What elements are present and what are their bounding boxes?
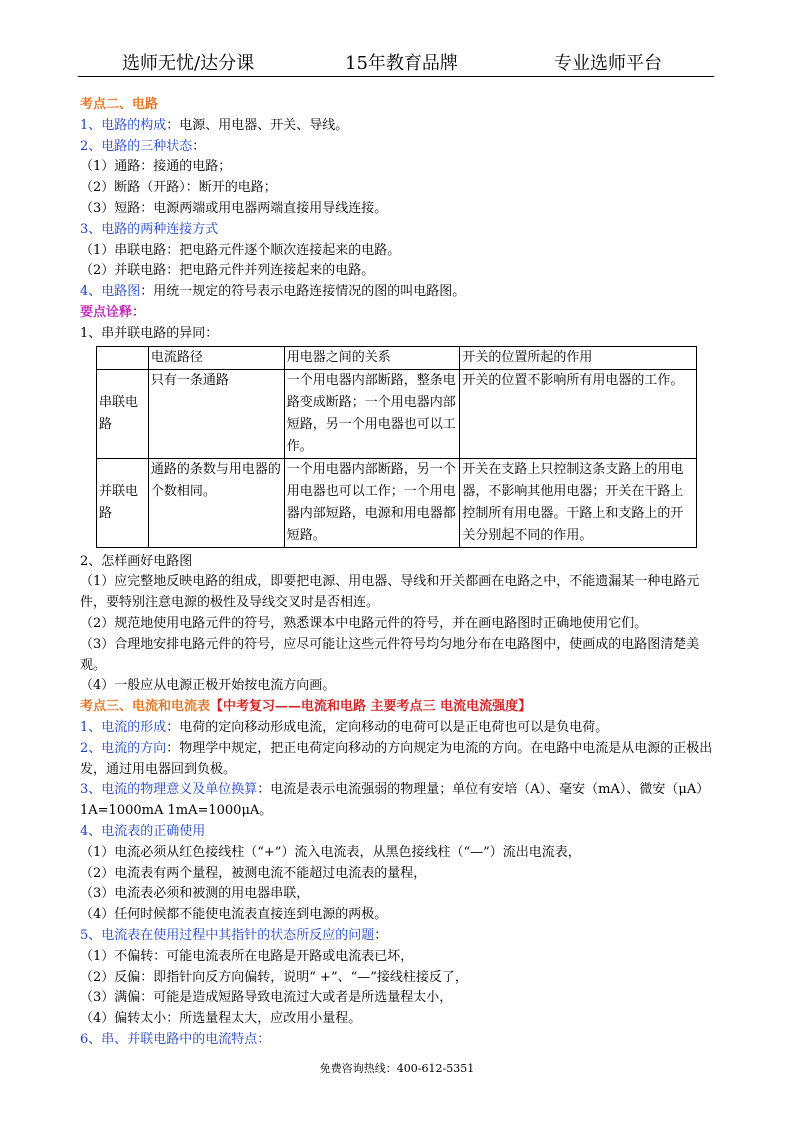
table-cell: 只有一条通路: [148, 369, 284, 458]
table-cell: 通路的条数与用电器的个数相同。: [148, 458, 284, 547]
section-title-circuit: 考点二、电路: [80, 97, 159, 112]
circuit-states-colon: ：: [192, 138, 206, 154]
notes-item-1: 1、串并联电路的异同：: [80, 325, 219, 341]
header-brand: 选师无忧/达分课: [122, 53, 255, 74]
section-title-current-text: 考点三、电流和电流表: [80, 699, 211, 715]
circuit-composition: [80, 116, 720, 137]
drawing-tip-4: （4）一般应从电源正极开始按电流方向画。: [80, 678, 336, 694]
current-characteristics-colon: ：: [257, 1031, 271, 1047]
ammeter-rule-3: （3）电流表必须和被测的用电器串联，: [80, 886, 310, 902]
pointer-states-label: 5、电流表在使用过程中其指针的状态所反应的问题: [80, 927, 375, 943]
pointer-states: [80, 926, 720, 947]
document-body: [80, 95, 720, 1051]
pointer-state-1: （1）不偏转：可能电流表所在电路是开路或电流表已坏，: [80, 948, 414, 964]
current-units: [80, 780, 720, 822]
current-direction: [80, 739, 720, 781]
table-cell: 开关的位置不影响所有用电器的工作。: [460, 369, 697, 458]
connection-methods-label: 3、电路的两种连接方式: [80, 221, 219, 237]
circuit-composition-label: 1、电路的构成: [80, 117, 167, 133]
pointer-state-4: （4）偏转太小：所选量程太大，应改用小量程。: [80, 1011, 362, 1027]
key-notes-title: 要点诠释：: [80, 304, 146, 320]
series-definition: （1）串联电路：把电路元件逐个顺次连接起来的电路。: [80, 242, 401, 258]
header-platform: 专业选师平台: [554, 53, 662, 74]
review-link[interactable]: 【中考复习——电流和电路 主要考点三 电流电流强度】: [210, 699, 532, 715]
ammeter-usage-label: 4、电流表的正确使用: [80, 823, 206, 839]
table-row-parallel: [97, 458, 697, 547]
table-cell: 开关在支路上只控制这条支路上的用电器，不影响其他用电器；开关在干路上控制所有用电器。干路上和支路上的开关分别起不同的作用。: [460, 458, 697, 547]
circuit-diagram: [80, 282, 720, 303]
state-closed: （1）通路：接通的电路；: [80, 159, 232, 175]
table-header-row: [97, 346, 697, 369]
series-parallel-table: [96, 346, 697, 548]
circuit-diagram-text: ：用统一规定的符号表示电路连接情况的图的叫电路图。: [140, 284, 466, 300]
circuit-diagram-label: 4、电路图: [80, 284, 141, 300]
drawing-tip-3: （3）合理地安排电路元件的符号，应尽可能让这些元件符号均匀地分布在电路图中，使画成的电路图清楚美观。: [80, 636, 700, 673]
table-header-cell: [97, 346, 149, 369]
circuit-states-label: 2、电路的三种状态: [80, 138, 193, 154]
drawing-tip-1: （1）应完整地反映电路的组成，即要把电源、用电器、导线和开关都画在电路之中，不能遗漏某一种电路元件，要特别注意电源的极性及导线交叉时是否相连。: [80, 574, 700, 611]
table-cell: 一个用电器内部断路，另一个用电器也可以工作；一个用电器内部短路，电源和用电器都短路。: [284, 458, 460, 547]
current-formation-text: ：电荷的定向移动形成电流，定向移动的电荷可以是正电荷也可以是负电荷。: [166, 719, 609, 735]
pointer-states-colon: ：: [374, 927, 388, 943]
header-slogan: 15年教育品牌: [345, 53, 458, 74]
table-row-label: 串联电路: [97, 369, 149, 458]
parallel-definition: （2）并联电路：把电路元件并列连接起来的电路。: [80, 263, 375, 279]
pointer-state-3: （3）满偏：可能是造成短路导致电流过大或者是所选量程太小，: [80, 990, 453, 1006]
current-formation-label: 1、电流的形成: [80, 719, 167, 735]
table-cell: 一个用电器内部断路，整条电路变成断路；一个用电器内部短路，另一个用电器也可以工作。: [284, 369, 460, 458]
current-direction-text: ：物理学中规定，把正电荷定向移动的方向规定为电流的方向。在电路中电流是从电源的正极出发，通过用电器回到负极。: [80, 740, 713, 777]
section-title-current: [80, 697, 720, 718]
table-row-series: [97, 369, 697, 458]
table-header-cell: 电流路径: [148, 346, 284, 369]
current-direction-label: 2、电流的方向: [80, 740, 167, 756]
footer-hotline: 免费咨询热线：400-612-5351: [319, 1062, 475, 1075]
ammeter-rule-2: （2）电流表有两个量程，被测电流不能超过电流表的量程，: [80, 865, 427, 881]
circuit-composition-text: ：电源、用电器、开关、导线。: [166, 117, 349, 133]
ammeter-rule-4: （4）任何时候都不能使电流表直接连到电源的两极。: [80, 907, 388, 923]
table-header-cell: 用电器之间的关系: [284, 346, 460, 369]
current-formation: [80, 718, 720, 739]
page-header: [78, 46, 714, 77]
notes-item-2: 2、怎样画好电路图: [80, 553, 193, 569]
current-units-label: 3、电流的物理意义及单位换算: [80, 782, 258, 798]
ammeter-rule-1: （1）电流必须从红色接线柱（“+”）流入电流表，从黑色接线柱（“—”）流出电流表，: [80, 844, 581, 860]
current-units-text: ：电流是表示电流强弱的物理量；单位有安培（A）、毫安（mA）、微安（μA） 1A=1000mA 1mA=1000μA。: [80, 782, 710, 819]
circuit-states: [80, 137, 720, 158]
state-open: （2）断路（开路）：断开的电路；: [80, 180, 277, 196]
pointer-state-2: （2）反偏：即指针向反方向偏转，说明“ +”、“—”接线柱接反了，: [80, 969, 468, 985]
state-short: （3）短路：电源两端或用电器两端直接用导线连接。: [80, 200, 388, 216]
table-row-label: 并联电路: [97, 458, 149, 547]
drawing-tip-2: （2）规范地使用电路元件的符号，熟悉课本中电路元件的符号，并在画电路图时正确地使用它们。: [80, 615, 648, 631]
current-characteristics: [80, 1030, 720, 1051]
table-header-cell: 开关的位置所起的作用: [460, 346, 697, 369]
current-characteristics-label: 6、串、并联电路中的电流特点: [80, 1031, 258, 1047]
